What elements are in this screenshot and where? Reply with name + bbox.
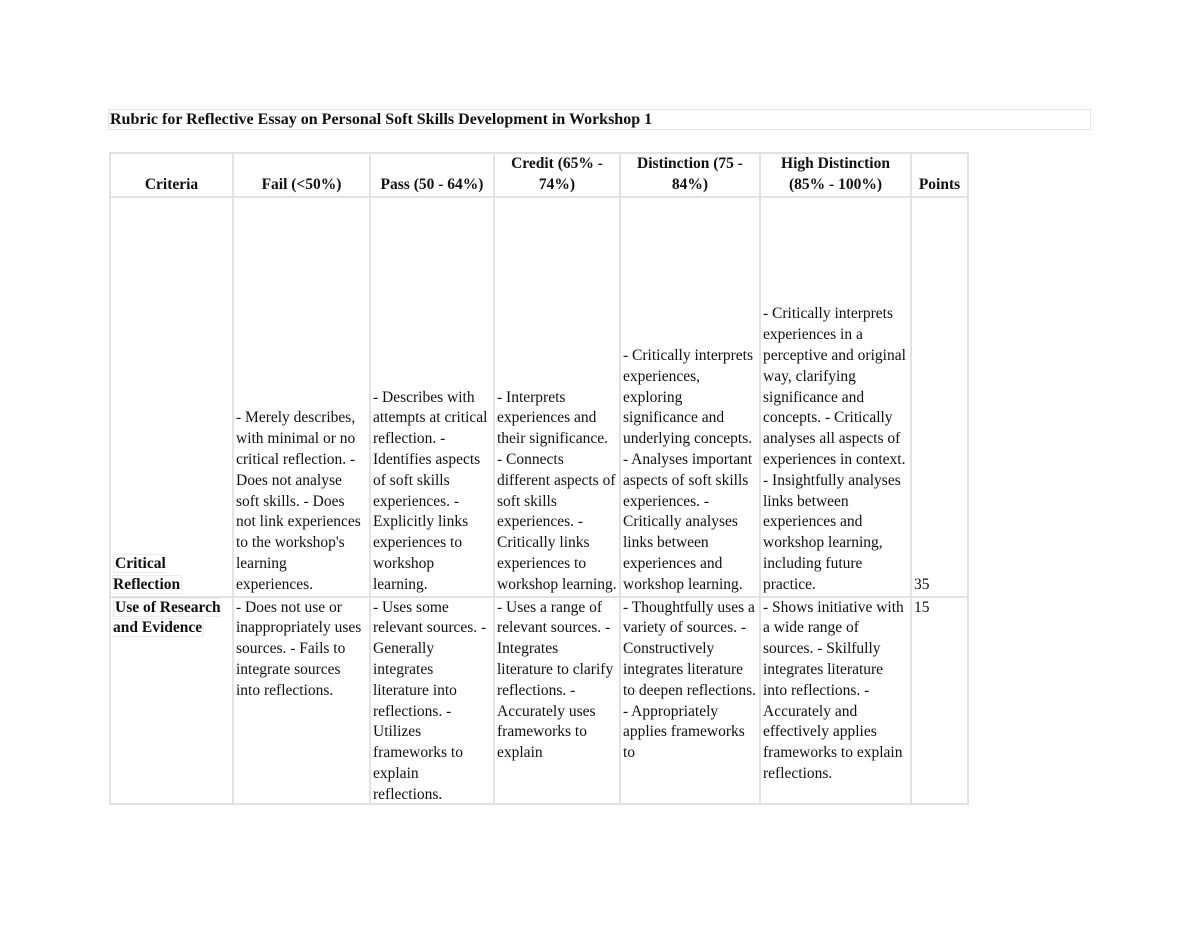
distinction-cell — [620, 597, 760, 804]
document-title: Rubric for Reflective Essay on Personal Soft Skills Development in Workshop 1 — [108, 109, 1091, 130]
header-high-distinction: High Distinction (85% - 100%) — [760, 153, 911, 197]
credit-cell: - Interprets experiences and their significance. - Connects different aspects of soft skills experiences. - Critically links experiences to workshop learning. — [494, 197, 620, 597]
header-distinction: Distinction (75 - 84%) — [620, 153, 760, 197]
pass-cell: - Describes with attempts at critical reflection. - Identifies aspects of soft skills experiences. - Explicitly links experiences to workshop learning. — [370, 197, 494, 597]
fail-cell: - Merely describes, with minimal or no critical reflection. - Does not analyse soft skills. - Does not link experiences to the workshop's learning experiences. — [233, 197, 370, 597]
fail-cell — [233, 597, 370, 804]
criteria-label: Use of Research and Evidence — [113, 598, 221, 637]
header-criteria: Criteria — [110, 153, 233, 197]
distinction-cell: - Critically interprets experiences, exploring significance and underlying concepts. - Analyses important aspects of soft skills experiences. - Critically analyses links between experiences and workshop learning. — [620, 197, 760, 597]
table-row — [110, 197, 968, 597]
points-cell: 35 — [911, 197, 968, 597]
criteria-cell — [110, 197, 233, 597]
table-row — [110, 597, 968, 804]
header-points: Points — [911, 153, 968, 197]
header-fail: Fail (<50%) — [233, 153, 370, 197]
credit-cell — [494, 597, 620, 804]
distinction-text: - Thoughtfully uses a variety of sources. - Constructively integrates literature to deepen reflections. - Appropriately applies frameworks to — [623, 598, 756, 762]
header-row — [110, 153, 968, 197]
points-text: 15 — [914, 598, 930, 616]
pass-text: - Uses some relevant sources. - Generally integrates literature into reflections. - Utilizes frameworks to explain reflections. — [373, 598, 487, 803]
points-cell — [911, 597, 968, 804]
pass-cell — [370, 597, 494, 804]
high-distinction-cell: - Critically interprets experiences in a perceptive and original way, clarifying significance and concepts. - Critically analyses all aspects of experiences in context. - Insightfully analyses links between experiences and workshop learning, including future practice. — [760, 197, 911, 597]
header-pass: Pass (50 - 64%) — [370, 153, 494, 197]
credit-text: - Uses a range of relevant sources. - Integrates literature to clarify reflections. - Accurately uses frameworks to explain — [497, 598, 614, 762]
high-distinction-text: - Shows initiative with a wide range of sources. - Skilfully integrates literature into reflections. - Accurately and effectively applies frameworks to explain reflections. — [763, 598, 904, 782]
header-credit: Credit (65% - 74%) — [494, 153, 620, 197]
rubric-table — [109, 152, 969, 805]
criteria-label: Critical Reflection — [113, 555, 181, 593]
criteria-cell — [110, 597, 233, 804]
fail-text: - Does not use or inappropriately uses sources. - Fails to integrate sources into reflections. — [236, 598, 362, 699]
high-distinction-cell — [760, 597, 911, 804]
